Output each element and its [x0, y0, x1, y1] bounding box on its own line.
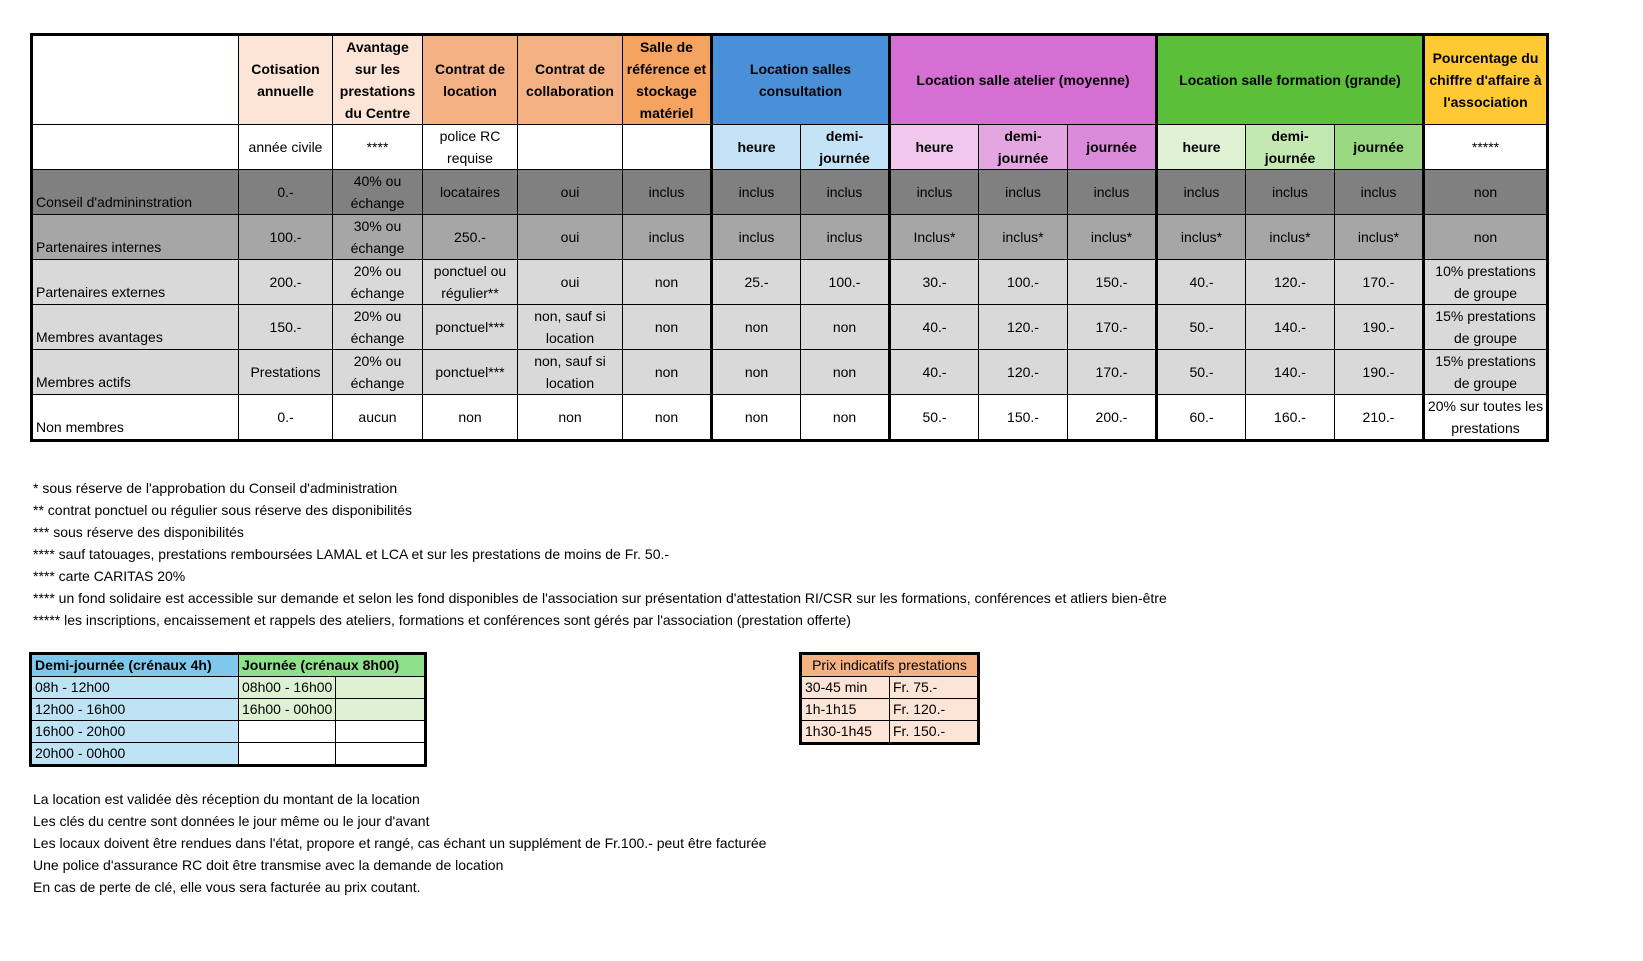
slot-empty-cell	[336, 721, 426, 743]
row-label: Non membres	[32, 395, 239, 441]
table-cell: 30% ou échange	[333, 215, 423, 260]
condition-line: En cas de perte de clé, elle vous sera facturée au prix coutant.	[33, 879, 421, 895]
price-value: Fr. 75.-	[890, 677, 979, 699]
table-cell: 40.-	[1157, 260, 1246, 305]
slot-empty-cell	[239, 743, 336, 766]
table-cell: 50.-	[1157, 305, 1246, 350]
table-cell: 170.-	[1068, 350, 1157, 395]
table-cell: 15% prestations de groupe	[1424, 350, 1548, 395]
table-cell: 60.-	[1157, 395, 1246, 441]
header-salle-reference: Salle de référence et stockage matériel	[623, 35, 712, 125]
header-cotisation: Cotisation annuelle	[239, 35, 333, 125]
table-row	[31, 699, 426, 721]
subheader-formation-demi-journee: demi-journée	[1246, 125, 1335, 170]
subheader-atelier-heure: heure	[890, 125, 979, 170]
table-row	[801, 677, 979, 699]
table-cell: 15% prestations de groupe	[1424, 305, 1548, 350]
table-cell: non	[712, 305, 801, 350]
subheader-formation-journee: journée	[1335, 125, 1424, 170]
table-cell: non	[623, 350, 712, 395]
table-cell: 0.-	[239, 395, 333, 441]
table-row	[31, 721, 426, 743]
table-cell: oui	[518, 260, 623, 305]
table-cell: non	[801, 350, 890, 395]
slots-header-row	[31, 654, 426, 677]
table-cell: non	[801, 395, 890, 441]
slot-full-day: 16h00 - 00h00	[239, 699, 336, 721]
table-cell: non	[1424, 215, 1548, 260]
time-slots-table	[29, 652, 427, 767]
slot-half-day: 16h00 - 20h00	[31, 721, 239, 743]
header-location-consultation: Location salles consultation	[712, 35, 890, 125]
slot-empty-cell	[336, 677, 426, 699]
table-cell: inclus	[712, 215, 801, 260]
table-cell: inclus	[1157, 170, 1246, 215]
header-contrat-collaboration: Contrat de collaboration	[518, 35, 623, 125]
table-cell: 170.-	[1335, 260, 1424, 305]
table-row	[31, 677, 426, 699]
table-cell: 150.-	[239, 305, 333, 350]
slot-empty-cell	[336, 699, 426, 721]
table-cell: 40.-	[890, 350, 979, 395]
slot-half-day: 08h - 12h00	[31, 677, 239, 699]
table-cell: inclus	[623, 170, 712, 215]
footnote: **** carte CARITAS 20%	[33, 568, 186, 584]
table-cell: inclus*	[1157, 215, 1246, 260]
table-cell: non	[712, 350, 801, 395]
table-cell: 200.-	[1068, 395, 1157, 441]
table-cell: 190.-	[1335, 350, 1424, 395]
table-cell: 10% prestations de groupe	[1424, 260, 1548, 305]
subheader-consultation-demi-journee: demi-journée	[801, 125, 890, 170]
row-label: Partenaires externes	[32, 260, 239, 305]
table-cell: ponctuel***	[423, 305, 518, 350]
price-duration: 30-45 min	[801, 677, 890, 699]
table-cell: non	[518, 395, 623, 441]
subheader-row	[32, 125, 1548, 170]
header-contrat-location: Contrat de location	[423, 35, 518, 125]
table-cell: oui	[518, 170, 623, 215]
rental-conditions	[33, 788, 766, 898]
subheader-consultation-heure: heure	[712, 125, 801, 170]
slot-full-day: 08h00 - 16h00	[239, 677, 336, 699]
subheader-cell	[623, 125, 712, 170]
subheader-cell	[518, 125, 623, 170]
subheader-atelier-journee: journée	[1068, 125, 1157, 170]
table-cell: inclus	[1246, 170, 1335, 215]
table-cell: locataires	[423, 170, 518, 215]
price-header: Prix indicatifs prestations	[801, 654, 979, 677]
table-cell: 100.-	[801, 260, 890, 305]
table-cell: 120.-	[1246, 260, 1335, 305]
slot-half-day: 12h00 - 16h00	[31, 699, 239, 721]
slot-empty-cell	[336, 743, 426, 766]
slots-full-day-header: Journée (crénaux 8h00)	[239, 654, 426, 677]
table-cell: 30.-	[890, 260, 979, 305]
table-row	[32, 305, 1548, 350]
table-cell: inclus*	[1068, 215, 1157, 260]
table-row	[801, 721, 979, 744]
header-pourcentage: Pourcentage du chiffre d'affaire à l'association	[1424, 35, 1548, 125]
table-cell: 120.-	[979, 350, 1068, 395]
table-cell: 150.-	[1068, 260, 1157, 305]
table-row	[32, 395, 1548, 441]
table-cell: non	[423, 395, 518, 441]
table-cell: inclus	[979, 170, 1068, 215]
table-cell: 120.-	[979, 305, 1068, 350]
footnote: * sous réserve de l'approbation du Conseil d'administration	[33, 480, 398, 496]
footnote: ***** les inscriptions, encaissement et rappels des ateliers, formations et conférences sont gérés par l'association (prestation offerte)	[33, 612, 851, 628]
subheader-cell: ****	[333, 125, 423, 170]
row-label: Membres actifs	[32, 350, 239, 395]
condition-line: La location est validée dès réception du montant de la location	[33, 791, 420, 807]
header-location-formation: Location salle formation (grande)	[1157, 35, 1424, 125]
row-label: Partenaires internes	[32, 215, 239, 260]
table-cell: 20% ou échange	[333, 350, 423, 395]
condition-line: Une police d'assurance RC doit être transmise avec la demande de location	[33, 857, 504, 873]
table-cell: 210.-	[1335, 395, 1424, 441]
table-row	[32, 260, 1548, 305]
table-cell: 20% ou échange	[333, 305, 423, 350]
footnotes	[33, 477, 1167, 631]
price-value: Fr. 150.-	[890, 721, 979, 744]
header-empty-cell	[32, 35, 239, 125]
table-cell: inclus	[1335, 170, 1424, 215]
subheader-pourcentage: *****	[1424, 125, 1548, 170]
table-cell: non	[623, 305, 712, 350]
table-cell: 140.-	[1246, 350, 1335, 395]
subheader-formation-heure: heure	[1157, 125, 1246, 170]
header-row	[32, 35, 1548, 125]
table-cell: 50.-	[890, 395, 979, 441]
slot-empty-cell	[239, 721, 336, 743]
table-cell: inclus*	[1335, 215, 1424, 260]
table-cell: 0.-	[239, 170, 333, 215]
slots-half-day-header: Demi-journée (crénaux 4h)	[31, 654, 239, 677]
tariff-table	[30, 33, 1549, 442]
price-header-row	[801, 654, 979, 677]
table-cell: inclus	[1068, 170, 1157, 215]
table-cell: inclus*	[979, 215, 1068, 260]
footnote: **** un fond solidaire est accessible sur demande et selon les fond disponibles de l'association sur présentation d'attestation RI/CSR sur les formations, conférences et atliers bien-être	[33, 590, 1167, 606]
table-cell: inclus*	[1246, 215, 1335, 260]
footnote: *** sous réserve des disponibilités	[33, 524, 244, 540]
table-cell: 100.-	[979, 260, 1068, 305]
row-label: Membres avantages	[32, 305, 239, 350]
table-cell: 250.-	[423, 215, 518, 260]
table-cell: 40.-	[890, 305, 979, 350]
table-cell: 170.-	[1068, 305, 1157, 350]
table-cell: Inclus*	[890, 215, 979, 260]
table-cell: 100.-	[239, 215, 333, 260]
table-cell: 20% sur toutes les prestations	[1424, 395, 1548, 441]
table-cell: 40% ou échange	[333, 170, 423, 215]
table-cell: inclus	[623, 215, 712, 260]
table-cell: non, sauf si location	[518, 350, 623, 395]
table-cell: Prestations	[239, 350, 333, 395]
footnote: ** contrat ponctuel ou régulier sous réserve des disponibilités	[33, 502, 412, 518]
table-cell: non, sauf si location	[518, 305, 623, 350]
table-cell: 190.-	[1335, 305, 1424, 350]
table-cell: inclus	[890, 170, 979, 215]
table-cell: non	[801, 305, 890, 350]
footnote: **** sauf tatouages, prestations remboursées LAMAL et LCA et sur les prestations de moins de Fr. 50.-	[33, 546, 670, 562]
header-location-atelier: Location salle atelier (moyenne)	[890, 35, 1157, 125]
price-table	[799, 652, 980, 745]
table-row	[31, 743, 426, 766]
subheader-atelier-demi-journee: demi-journée	[979, 125, 1068, 170]
price-value: Fr. 120.-	[890, 699, 979, 721]
subheader-empty-cell	[32, 125, 239, 170]
table-cell: 25.-	[712, 260, 801, 305]
table-cell: inclus	[801, 170, 890, 215]
price-duration: 1h30-1h45	[801, 721, 890, 744]
condition-line: Les locaux doivent être rendues dans l'état, propore et rangé, cas échant un supplément de Fr.100.- peut être facturée	[33, 835, 767, 851]
table-cell: non	[623, 260, 712, 305]
table-cell: ponctuel ou régulier**	[423, 260, 518, 305]
subheader-cell: police RC requise	[423, 125, 518, 170]
table-cell: 50.-	[1157, 350, 1246, 395]
slot-half-day: 20h00 - 00h00	[31, 743, 239, 766]
table-cell: inclus	[712, 170, 801, 215]
table-cell: 150.-	[979, 395, 1068, 441]
table-row	[32, 215, 1548, 260]
table-cell: non	[1424, 170, 1548, 215]
table-row	[32, 170, 1548, 215]
subheader-cell: année civile	[239, 125, 333, 170]
table-cell: 20% ou échange	[333, 260, 423, 305]
header-avantage: Avantage sur les prestations du Centre	[333, 35, 423, 125]
row-label: Conseil d'admininstration	[32, 170, 239, 215]
table-cell: ponctuel***	[423, 350, 518, 395]
table-cell: oui	[518, 215, 623, 260]
table-cell: non	[712, 395, 801, 441]
table-cell: inclus	[801, 215, 890, 260]
price-duration: 1h-1h15	[801, 699, 890, 721]
table-row	[32, 350, 1548, 395]
table-cell: non	[623, 395, 712, 441]
condition-line: Les clés du centre sont données le jour même ou le jour d'avant	[33, 813, 430, 829]
table-cell: 160.-	[1246, 395, 1335, 441]
table-cell: 140.-	[1246, 305, 1335, 350]
table-row	[801, 699, 979, 721]
table-cell: aucun	[333, 395, 423, 441]
table-cell: 200.-	[239, 260, 333, 305]
